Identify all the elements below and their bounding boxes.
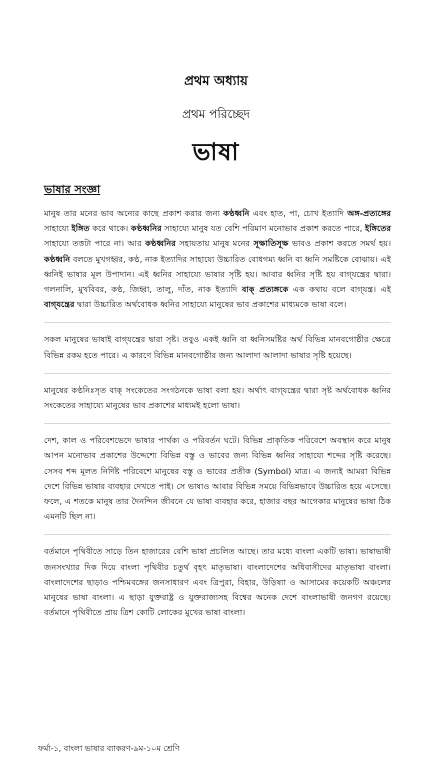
bold-term: ইঙ্গিত bbox=[71, 223, 90, 234]
text-run: সাহায্যে bbox=[44, 223, 72, 234]
text-run: বলতে মুখগহ্বর, কণ্ঠ, নাক ইত্যাদির সাহায্যে উচ্চারিত বোধগম্য ধ্বনি বা ধ্বনি সমষ্টিকে বোঝায়। এই ধ্বনিই ভাষার মূল উপাদান। এই ধ্বনির সাহায্যে ভাষার সৃষ্টি হয়। আবার ধ্বনির সৃষ্টি হয় বাগ্‌যন্ত্রের দ্বারা। গলনালি, মুখবিবর, কণ্ঠ, জিহ্বা, তালু, দাঁত, নাক ইত্যাদি bbox=[44, 253, 391, 295]
paragraph-1 bbox=[44, 206, 391, 312]
divider bbox=[44, 534, 391, 535]
paragraph-5: বর্তমানে পৃথিবীতে সাড়ে তিন হাজারের বেশি ভাষা প্রচলিত আছে। তার মধ্যে বাংলা একটি ভাষা। ভাষাভাষী জনসংখ্যার দিক দিয়ে বাংলা পৃথিবীর চতুর্থ বৃহৎ মাতৃভাষা। বাংলাদেশের অধিবাসীদের মাতৃভাষা বাংলা। বাংলাদেশের ছাড়াও পশ্চিমবঙ্গের জনসাধারণ এবং ত্রিপুরা, বিহার, উড়িষ্যা ও আসামের কয়েকটি অঞ্চলের মানুষের ভাষা বাংলা। এ ছাড়া যুক্তরাষ্ট্র ও যুক্তরাজ্যসহ বিশ্বের অনেক দেশে বাংলাভাষী জনগণ রয়েছে। বর্তমানে পৃথিবীতে প্রায় ত্রিশ কোটি লোকের মুখের ভাষা বাংলা। bbox=[44, 546, 391, 618]
bold-term: ইঙ্গিতের bbox=[365, 223, 391, 234]
body-text bbox=[44, 206, 391, 630]
bold-term: বাক্ প্রত্যঙ্গকে bbox=[241, 284, 289, 295]
text-run: মানুষ তার মনের ভাব অন্যের কাছে প্রকাশ করার জন্য bbox=[44, 208, 224, 218]
text-run: ভাবও প্রকাশ করতে সমর্থ হয়। bbox=[288, 238, 391, 249]
bold-term: অঙ্গ-প্রত্যঙ্গের bbox=[347, 208, 392, 218]
bold-term: কণ্ঠধ্বনির bbox=[130, 223, 162, 234]
bold-term: কণ্ঠধ্বনি bbox=[223, 208, 250, 218]
text-run: এক কথায় বলে বাগ্‌যন্ত্র। এই bbox=[288, 284, 391, 295]
bold-term: সূক্ষাতিসূক্ষ bbox=[253, 238, 289, 249]
text-run: করে থাকে। bbox=[89, 223, 131, 234]
paragraph-4: দেশ, কাল ও পরিবেশভেদে ভাষার পার্থক্য ও পরিবর্তন ঘটে। বিভিন্ন প্রাকৃতিক পরিবেশে অবস্থান করে মানুষ আপন মনোভাব প্রকাশের উদ্দেশ্যে বিভিন্ন বস্তু ও ভাবের জন্য বিভিন্ন ধ্বনির সাহায্যে শব্দের সৃষ্টি করেছে। সেসব শব্দ মূলত নির্দিষ্ট পরিবেশে মানুষের বস্তু ও ভাবের প্রতীক (Symbol) মাত্র। এ জন্যই আমরা বিভিন্ন দেশে বিভিন্ন ভাষার ব্যবহার দেখতে পাই। সে ভাষাও আবার বিভিন্ন সময়ে বিভিন্নভাবে উচ্চারিত হয়ে এসেছে। ফলে, এ শতকে মানুষ তার দৈনন্দিন জীবনে যে ভাষা ব্যবহার করে, হাজার বছর আগেকার মানুষের ভাষা ঠিক এমনটি ছিল না। bbox=[44, 435, 391, 522]
section-label: প্রথম পরিচ্ছেদ bbox=[182, 107, 250, 121]
subheading-definition: ভাষার সংজ্ঞা bbox=[44, 183, 101, 196]
page-title: ভাষা bbox=[192, 138, 240, 166]
text-run: এবং হাত, পা, চোখ ইত্যাদি bbox=[249, 208, 348, 218]
divider bbox=[44, 373, 391, 374]
bold-term: কণ্ঠধ্বনির bbox=[145, 238, 176, 249]
bold-term: বাগ্‌যন্ত্রের bbox=[44, 299, 75, 310]
divider bbox=[44, 423, 391, 424]
text-run: সাহায্যে মানুষ যত বেশি পরিমাণ মনোভাব প্রকাশ করতে পারে, bbox=[161, 223, 366, 234]
divider bbox=[44, 322, 391, 323]
text-run: দ্বারা উচ্চারিত অর্থবোধক ধ্বনির সাহায্যে মানুষের ভাব প্রকাশের মাধ্যমকে ভাষা বলে। bbox=[74, 299, 347, 310]
paragraph-3: মানুষের কণ্ঠনিঃসৃত বাক্ সংকেতের সংগঠনকে ভাষা বলা হয়। অর্থাৎ বাগ্‌যন্ত্রের দ্বারা সৃষ্ট অর্থবোধক ধ্বনির সংকেতের সাহায্যে মানুষের ভাব প্রকাশের মাধ্যমই হলো ভাষা। bbox=[44, 384, 391, 411]
bold-term: কণ্ঠধ্বনি bbox=[44, 253, 71, 264]
page-footer: ফর্মা-১, বাংলা ভাষার ব্যাকরণ-৯ম-১০ম শ্রেণি bbox=[38, 744, 180, 753]
text-run: সাহায্যে তত্তটা পারে না। আর bbox=[44, 238, 146, 249]
text-run: সহায়তায় মানুষ মনের bbox=[175, 238, 254, 249]
chapter-label: প্রথম অধ্যায় bbox=[184, 74, 248, 89]
chapter-heading-block bbox=[0, 72, 432, 174]
paragraph-2: সকল মানুষের ভাষাই বাগ্‌যন্ত্রের দ্বারা সৃষ্ট। তবুও একই ধ্বনি বা ধ্বনিসমষ্টির অর্থ বিভিন্ন মানবগোষ্ঠীর ক্ষেত্রে বিভিন্ন রকম হতে পারে। এ কারণে বিভিন্ন মানবগোষ্ঠীর জন্য আলাদা আলাদা ভাষার সৃষ্টি হয়েছে। bbox=[44, 334, 391, 360]
